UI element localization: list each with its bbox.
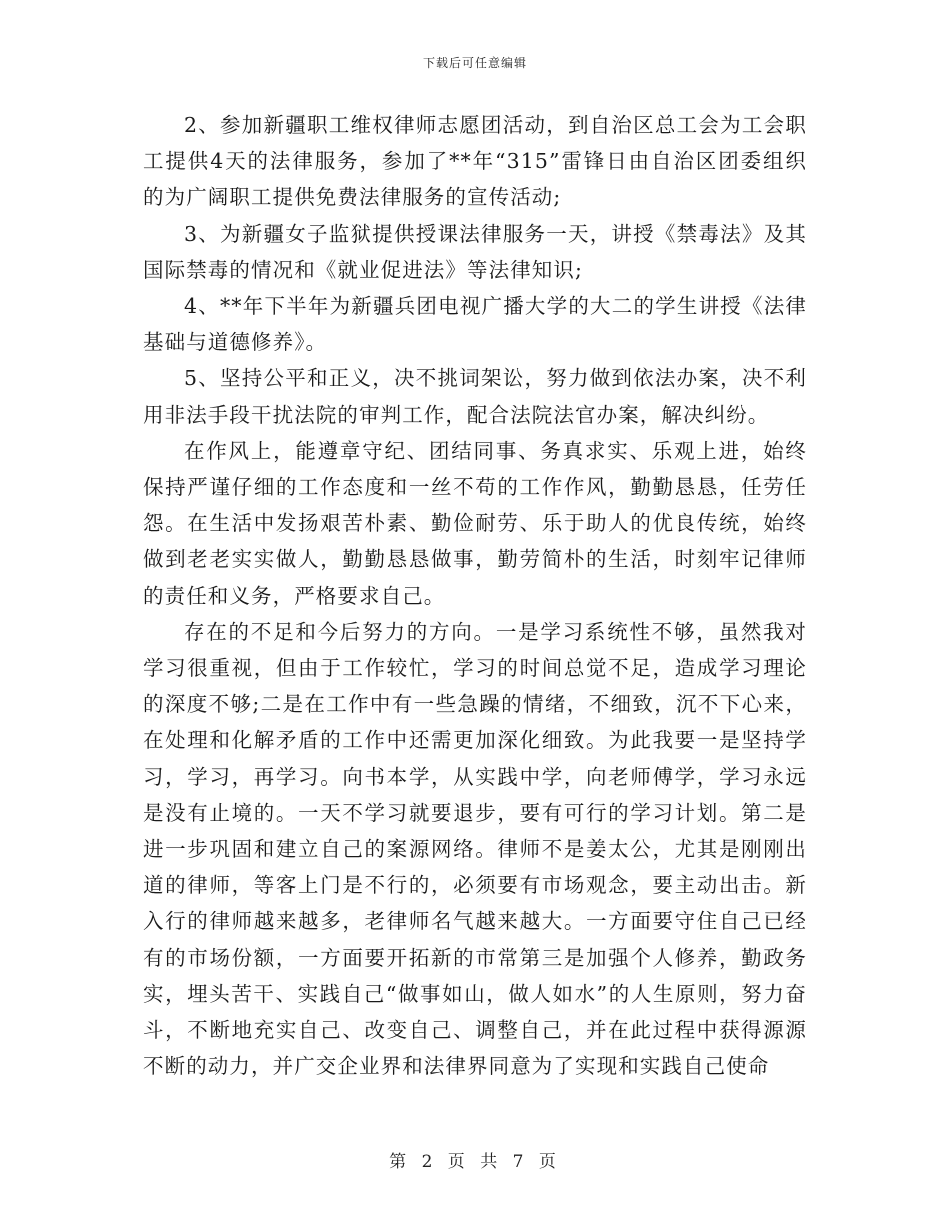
paragraph-item-3: 3、为新疆女子监狱提供授课法律服务一天，讲授《禁毒法》及其国际禁毒的情况和《就业促进法》等法律知识; — [143, 221, 807, 282]
paragraph-item-5: 5、坚持公平和正义，决不挑词架讼，努力做到依法办案，决不利用非法手段干扰法院的审判工作，配合法院法官办案，解决纠纷。 — [143, 366, 807, 427]
paragraph-item-4: 4、**年下半年为新疆兵团电视广播大学的大二的学生讲授《法律基础与道德修养》。 — [143, 294, 807, 355]
page-header: 下载后可任意编辑 — [422, 56, 527, 70]
paragraph-item-2: 2、参加新疆职工维权律师志愿团活动，到自治区总工会为工会职工提供4天的法律服务，参加了**年“315”雷锋日由自治区团委组织的为广阔职工提供免费法律服务的宣传活动; — [143, 113, 807, 210]
page-number: 第 2 页 共 7 页 — [389, 1152, 561, 1172]
paragraph-work-style: 在作风上，能遵章守纪、团结同事、务真求实、乐观上进，始终保持严谨仔细的工作态度和一丝不苟的工作作风，勤勤恳恳，任劳任怨。在生活中发扬艰苦朴素、勤俭耐劳、乐于助人的优良传统，始终做到老老实实做人，勤勤恳恳做事，勤劳简朴的生活，时刻牢记律师的责任和义务，严格要求自己。 — [143, 438, 807, 608]
document-body — [143, 107, 807, 1084]
paragraph-shortcomings: 存在的不足和今后努力的方向。一是学习系统性不够，虽然我对学习很重视，但由于工作较忙，学习的时间总觉不足，造成学习理论的深度不够;二是在工作中有一些急躁的情绪，不细致，沉不下心来，在处理和化解矛盾的工作中还需更加深化细致。为此我要一是坚持学习，学习，再学习。向书本学，从实践中学，向老师傅学，学习永远是没有止境的。一天不学习就要退步，要有可行的学习计划。第二是进一步巩固和建立自己的案源网络。律师不是姜太公，尤其是刚刚出道的律师，等客上门是不行的，必须要有市场观念，要主动出击。新入行的律师越来越多，老律师名气越来越大。一方面要守住自己已经有的市场份额，一方面要开拓新的市常第三是加强个人修养，勤政务实，埋头苦干、实践自己“做事如山，做人如水”的人生原则，努力奋斗，不断地充实自己、改变自己、调整自己，并在此过程中获得源源不断的动力，并广交企业界和法律界同意为了实现和实践自己使命 — [143, 619, 807, 1079]
